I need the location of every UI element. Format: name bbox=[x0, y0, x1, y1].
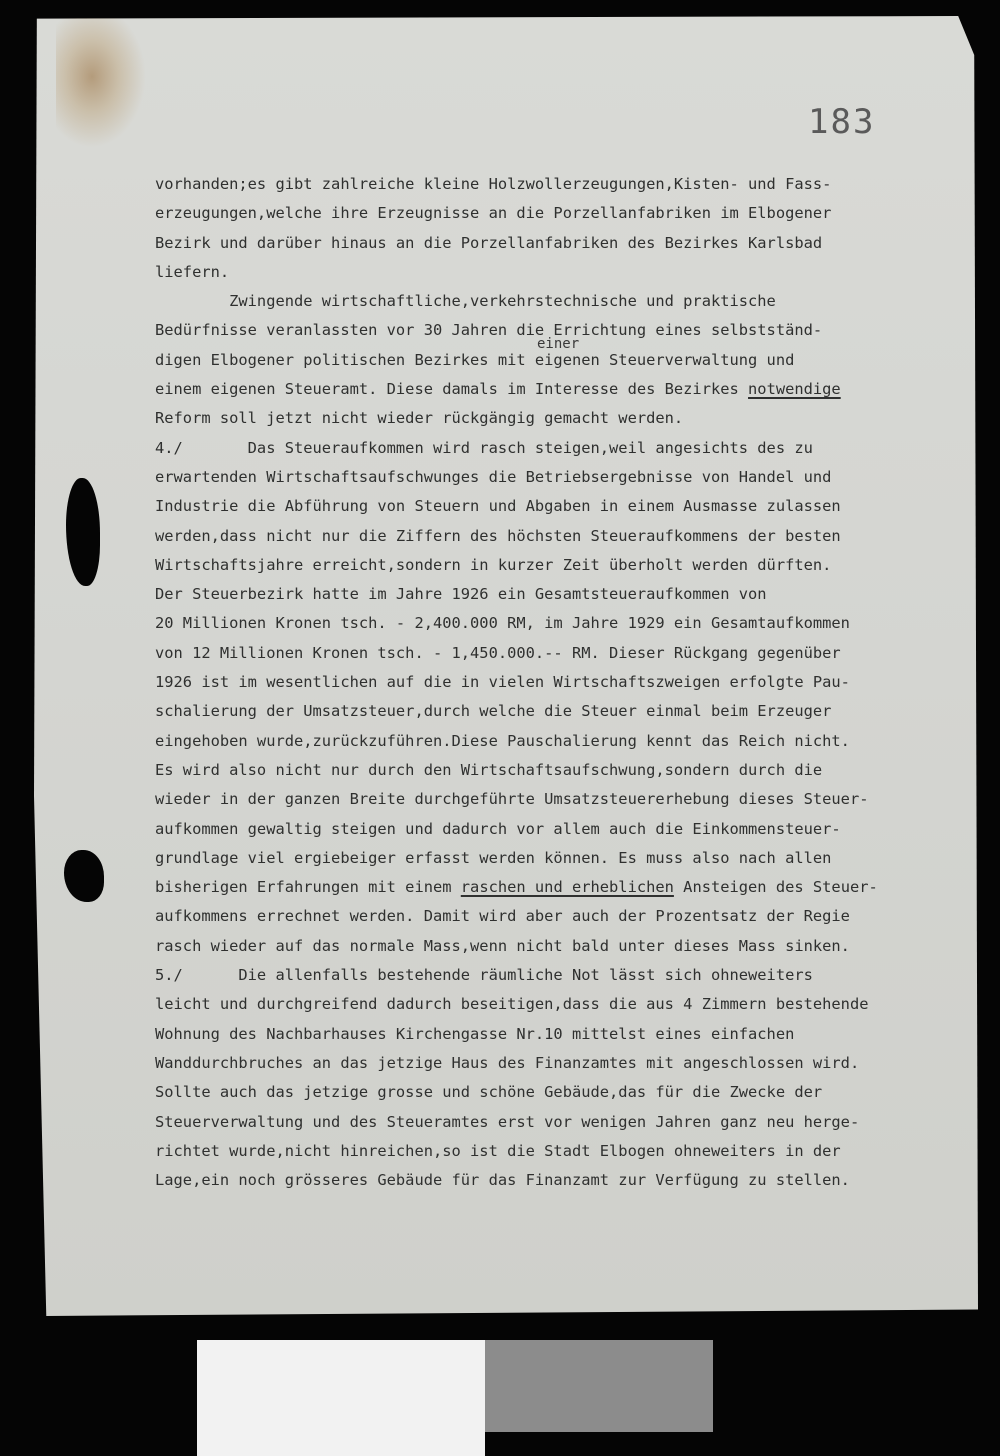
text-line bbox=[155, 434, 945, 463]
text-line bbox=[155, 1137, 945, 1166]
text-segment: liefern. bbox=[155, 262, 230, 281]
text-segment: Zwingende wirtschaftliche,verkehrstechnische und praktische bbox=[155, 292, 776, 311]
typed-body-text bbox=[155, 170, 945, 1195]
text-line bbox=[155, 639, 945, 668]
text-line bbox=[155, 1020, 945, 1049]
underlined-text: notwendige bbox=[748, 380, 841, 399]
text-line bbox=[155, 785, 945, 814]
text-line bbox=[155, 609, 945, 638]
text-line bbox=[155, 873, 945, 902]
text-segment: Industrie die Abführung von Steuern und Abgaben in einem Ausmasse zulassen bbox=[155, 497, 841, 516]
text-segment: leicht und durchgreifend dadurch beseitigen,dass die aus 4 Zimmern bestehende bbox=[155, 995, 869, 1014]
text-line bbox=[155, 346, 945, 375]
text-segment: vorhanden;es gibt zahlreiche kleine Holzwollerzeugungen,Kisten- und Fass- bbox=[155, 175, 832, 193]
text-segment: 5./ Die allenfalls bestehende räumliche Not lässt sich ohneweiters bbox=[155, 966, 813, 985]
text-segment: 4./ Das Steueraufkommen wird rasch steigen,weil angesichts des zu bbox=[155, 438, 813, 457]
page-number: 183 bbox=[808, 102, 876, 142]
text-line bbox=[155, 258, 945, 287]
text-segment: digen Elbogener politischen Bezirkes mit eigenen Steuerverwaltung und bbox=[155, 350, 795, 369]
text-line bbox=[155, 932, 945, 961]
text-line bbox=[155, 229, 945, 258]
text-segment: Ansteigen des Steuer- bbox=[673, 878, 878, 897]
text-segment: einem eigenen Steueramt. Diese damals im Interesse des Bezirkes bbox=[155, 380, 749, 399]
text-segment: schalierung der Umsatzsteuer,durch welche die Steuer einmal beim Erzeuger bbox=[155, 702, 832, 721]
text-line bbox=[155, 404, 945, 433]
underlined-text: raschen und erheblichen bbox=[460, 878, 674, 897]
text-segment: von 12 Millionen Kronen tsch. - 1,450.000.-- RM. Dieser Rückgang gegenüber bbox=[155, 643, 841, 662]
text-line bbox=[155, 815, 945, 844]
text-segment: Reform soll jetzt nicht wieder rückgängig gemacht werden. bbox=[155, 409, 684, 428]
text-line bbox=[155, 668, 945, 697]
text-segment: Sollte auch das jetzige grosse und schöne Gebäude,das für die Zwecke der bbox=[155, 1083, 823, 1102]
text-segment: Bezirk und darüber hinaus an die Porzellanfabriken des Bezirkes Karlsbad bbox=[155, 233, 823, 252]
text-segment: 20 Millionen Kronen tsch. - 2,400.000 RM, im Jahre 1929 ein Gesamtaufkommen bbox=[155, 614, 850, 633]
text-line bbox=[155, 551, 945, 580]
text-segment: erwartenden Wirtschaftsaufschwunges die Betriebsergebnisse von Handel und bbox=[155, 467, 832, 486]
text-line bbox=[155, 1108, 945, 1137]
text-line bbox=[155, 990, 945, 1019]
text-line bbox=[155, 756, 945, 785]
text-segment: Wanddurchbruches an das jetzige Haus des Finanzamtes mit angeschlossen wird. bbox=[155, 1053, 860, 1072]
text-line bbox=[155, 375, 945, 404]
text-segment: Wohnung des Nachbarhauses Kirchengasse Nr.10 mittelst eines einfachen bbox=[155, 1024, 795, 1043]
text-segment: Steuerverwaltung und des Steueramtes erst vor wenigen Jahren ganz neu herge- bbox=[155, 1112, 860, 1131]
text-segment: Der Steuerbezirk hatte im Jahre 1926 ein Gesamtsteueraufkommen von bbox=[155, 585, 767, 604]
text-line bbox=[155, 199, 945, 228]
text-line bbox=[155, 1049, 945, 1078]
text-line bbox=[155, 316, 945, 345]
text-line bbox=[155, 902, 945, 931]
text-line bbox=[155, 961, 945, 990]
text-segment: aufkommen gewaltig steigen und dadurch vor allem auch die Einkommensteuer- bbox=[155, 819, 841, 838]
text-line bbox=[155, 463, 945, 492]
text-segment: Lage,ein noch grösseres Gebäude für das Finanzamt zur Verfügung zu stellen. bbox=[155, 1171, 850, 1190]
text-line bbox=[155, 844, 945, 873]
text-line bbox=[155, 287, 945, 316]
calibration-gray-patch bbox=[485, 1340, 713, 1432]
text-segment: eingehoben wurde,zurückzuführen.Diese Pauschalierung kennt das Reich nicht. bbox=[155, 731, 850, 750]
text-segment: werden,dass nicht nur die Ziffern des höchsten Steueraufkommens der besten bbox=[155, 526, 841, 545]
text-segment: wieder in der ganzen Breite durchgeführte Umsatzsteuererhebung dieses Steuer- bbox=[155, 790, 869, 809]
text-segment: bisherigen Erfahrungen mit einem bbox=[155, 878, 461, 897]
text-line bbox=[155, 580, 945, 609]
calibration-white-patch bbox=[197, 1340, 485, 1456]
text-segment: aufkommens errechnet werden. Damit wird aber auch der Prozentsatz der Regie bbox=[155, 907, 850, 926]
text-segment: Bedürfnisse veranlassten vor 30 Jahren die Errichtung eines selbstständ- bbox=[155, 321, 823, 340]
text-line bbox=[155, 1078, 945, 1107]
text-segment: richtet wurde,nicht hinreichen,so ist die Stadt Elbogen ohneweiters in der bbox=[155, 1141, 841, 1160]
text-line bbox=[155, 697, 945, 726]
text-line bbox=[155, 522, 945, 551]
text-segment: Es wird also nicht nur durch den Wirtschaftsaufschwung,sondern durch die bbox=[155, 760, 823, 779]
text-line bbox=[155, 1166, 945, 1195]
text-segment: Wirtschaftsjahre erreicht,sondern in kurzer Zeit überholt werden dürften. bbox=[155, 555, 832, 574]
text-segment: grundlage viel ergiebeiger erfasst werden können. Es muss also nach allen bbox=[155, 848, 832, 867]
handwritten-insertion: einer bbox=[537, 336, 580, 352]
text-segment: rasch wieder auf das normale Mass,wenn nicht bald unter dieses Mass sinken. bbox=[155, 936, 850, 955]
text-line bbox=[155, 492, 945, 521]
text-segment: 1926 ist im wesentlichen auf die in vielen Wirtschaftszweigen erfolgte Pau- bbox=[155, 673, 850, 692]
text-line bbox=[155, 727, 945, 756]
text-segment: erzeugungen,welche ihre Erzeugnisse an die Porzellanfabriken im Elbogener bbox=[155, 204, 832, 223]
text-line bbox=[155, 170, 945, 199]
